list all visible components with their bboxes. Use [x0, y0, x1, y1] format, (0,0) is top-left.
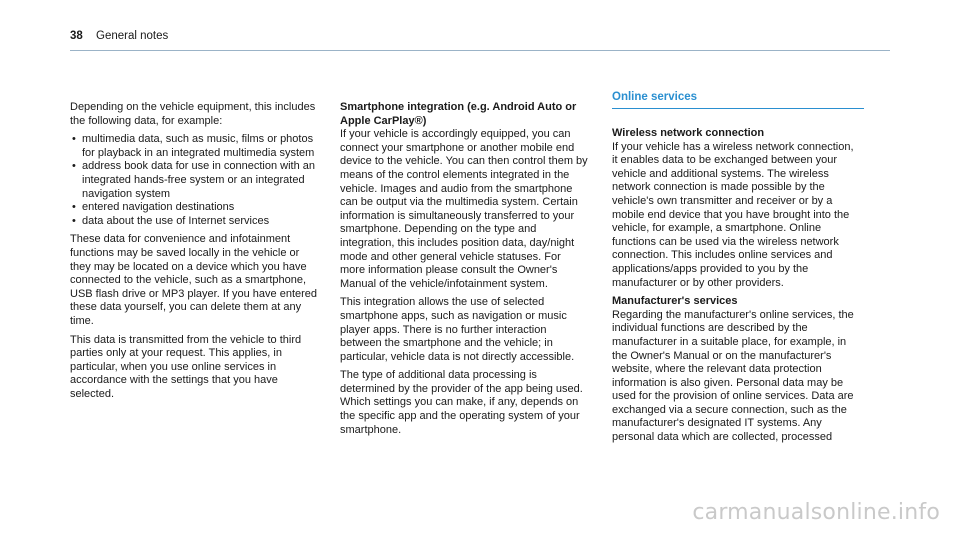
data-list	[70, 133, 318, 228]
manufacturer-heading: Manufacturer's services	[612, 295, 738, 308]
column-right	[612, 91, 860, 450]
manufacturer-paragraph: Regarding the manufacturer's online services, the individual functions are described by the manufacturer in a suitable place, for example, in the Owner's Manual or on the manufacturer's website, where the relevant data protection information is also given. Personal data may be used for the provision of online services. Data are exchanged via a secure connection, such as the manufacturer's designated IT systems. Any personal data which are collected, processed	[612, 308, 854, 444]
page-number: 38	[70, 30, 83, 42]
column-left	[70, 101, 318, 406]
storage-paragraph: These data for convenience and infotainment functions may be saved locally in the vehicle or they may be located on a device which you have connected to the vehicle, such as a smartphone, USB flash drive or MP3 player. If you have entered these data yourself, you can delete them at any time.	[70, 233, 318, 327]
wireless-paragraph: If your vehicle has a wireless network connection, it enables data to be exchanged between your vehicle and additional systems. The wireless network connection is made possible by the vehicle's own transmitter and receiver or by a mobile end device that you have brought into the vehicle, for example, a smartphone. Online functions can be used via the wireless network connection. This includes online services and applications/apps provided to you by the manufacturer or by other providers.	[612, 140, 854, 289]
list-item: • address book data for use in connection with an integrated hands-free system or an integrated navigation system	[70, 160, 318, 201]
list-item: • data about the use of Internet services	[70, 215, 318, 229]
list-item: • multimedia data, such as music, films or photos for playback in an integrated multimedia system	[70, 133, 318, 160]
smartphone-paragraph-1: If your vehicle is accordingly equipped, you can connect your smartphone or another mobile end device to the vehicle. You can then control them by means of the control elements integrated in the vehicle. Images and audio from the smartphone can be output via the multimedia system. Certain information is simultaneously transferred to your smartphone. Depending on the type and integration, this includes position data, day/night mode and other general vehicle statuses. For more information please consult the Owner's Manual of the vehicle/infotainment system.	[340, 128, 588, 290]
smartphone-integration-heading: Smartphone integration (e.g. Android Auto or Apple CarPlay®)	[340, 101, 577, 127]
smartphone-paragraph-3: The type of additional data processing is determined by the provider of the app being used. Which settings you can make, if any, depends on the specific app and the operating system of your smartphone.	[340, 369, 583, 436]
page-header	[70, 30, 168, 42]
section-title: Online services	[612, 91, 864, 109]
intro-paragraph: Depending on the vehicle equipment, this includes the following data, for example:	[70, 101, 316, 127]
column-middle	[340, 101, 588, 442]
page-header-title: General notes	[96, 30, 169, 42]
watermark: carmanualsonline.info	[692, 500, 940, 525]
list-item: • entered navigation destinations	[70, 201, 318, 215]
smartphone-paragraph-2: This integration allows the use of selected smartphone apps, such as navigation or music player apps. There is no further interaction between the smartphone and the vehicle; in particular, vehicle data is not directly accessible.	[340, 296, 575, 363]
wireless-heading: Wireless network connection	[612, 127, 765, 139]
transmission-paragraph: This data is transmitted from the vehicle to third parties only at your request. This applies, in particular, when you use online services in accordance with the settings that you have selected.	[70, 333, 302, 400]
header-divider	[70, 50, 890, 51]
